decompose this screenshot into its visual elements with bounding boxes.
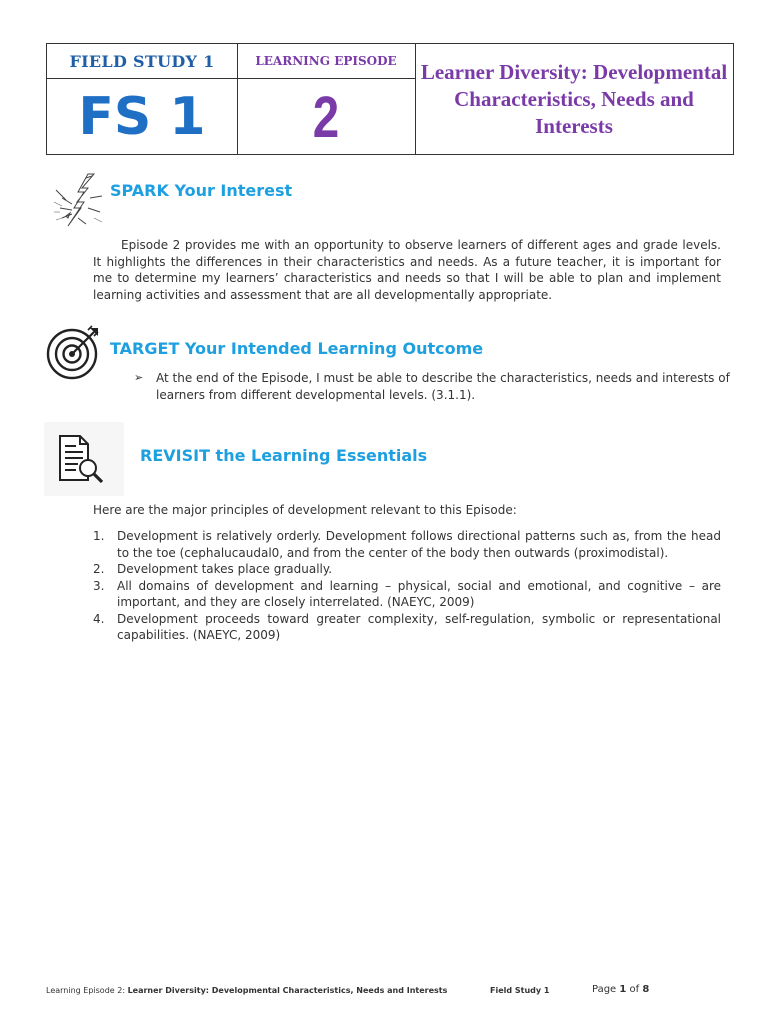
header-table <box>46 43 734 155</box>
footer-episode-prefix: Learning Episode 2: <box>46 986 128 995</box>
list-item-text: Development is relatively orderly. Development follows directional patterns such as, from the head to the toe (cephalucaudal0, and from the center of the body then outwards (proximodistal). <box>117 529 721 560</box>
footer-episode-title: Learner Diversity: Developmental Characteristics, Needs and Interests <box>127 986 448 995</box>
list-item-number: 4. <box>93 611 105 626</box>
list-item-text: Development takes place gradually. <box>117 562 333 576</box>
spark-paragraph: Episode 2 provides me with an opportunity to observe learners of different ages and grade levels. It highlights the differences in their characteristics and needs. As a future teacher, it is important for me to determine my learners’ characteristics and needs so that I will be able to plan and implement learning activities and assessment that are all developmentally appropriate. <box>93 238 721 302</box>
fs-code: FS 1 <box>78 87 206 147</box>
episode-title: Learner Diversity: Developmental Characteristics, Needs and Interests <box>420 59 728 138</box>
target-outcome-text: At the end of the Episode, I must be able to describe the characteristics, needs and interests of learners from different developmental levels. (3.1.1). <box>156 371 730 402</box>
revisit-intro: Here are the major principles of development relevant to this Episode: <box>93 503 517 517</box>
list-item <box>93 578 721 611</box>
footer-course: Field Study 1 <box>490 986 550 995</box>
list-item-text: All domains of development and learning – physical, social and emotional, and cognitive – are important, and they are closely interrelated. (NAEYC, 2009) <box>117 578 721 609</box>
list-item <box>93 561 721 578</box>
lightning-spark-icon <box>48 168 110 230</box>
page-footer <box>46 985 746 999</box>
page-label: Page <box>592 984 620 995</box>
list-item-number: 3. <box>93 578 105 593</box>
learning-episode-label: LEARNING EPISODE <box>255 54 397 68</box>
page-current: 1 <box>619 984 627 995</box>
list-item-text: Development proceeds toward greater complexity, self-regulation, symbolic or representational capabilities. (NAEYC, 2009) <box>117 611 721 642</box>
list-item <box>93 611 721 644</box>
document-search-icon <box>44 422 124 496</box>
page-number <box>592 984 649 995</box>
principles-list <box>93 528 721 644</box>
bullet-arrow-icon: ➢ <box>134 371 144 384</box>
spark-heading: SPARK Your Interest <box>110 181 293 200</box>
revisit-heading: REVISIT the Learning Essentials <box>140 446 428 465</box>
target-outcome <box>132 370 748 403</box>
list-item-number: 2. <box>93 562 105 576</box>
list-item-number: 1. <box>93 529 105 543</box>
page-of: of <box>626 984 643 995</box>
field-study-label: FIELD STUDY 1 <box>69 51 215 71</box>
footer-episode <box>46 986 447 995</box>
page-total: 8 <box>642 984 650 995</box>
episode-number: 2 <box>312 84 340 150</box>
target-icon <box>46 324 102 380</box>
target-heading: TARGET Your Intended Learning Outcome <box>110 339 484 358</box>
list-item <box>93 528 721 561</box>
